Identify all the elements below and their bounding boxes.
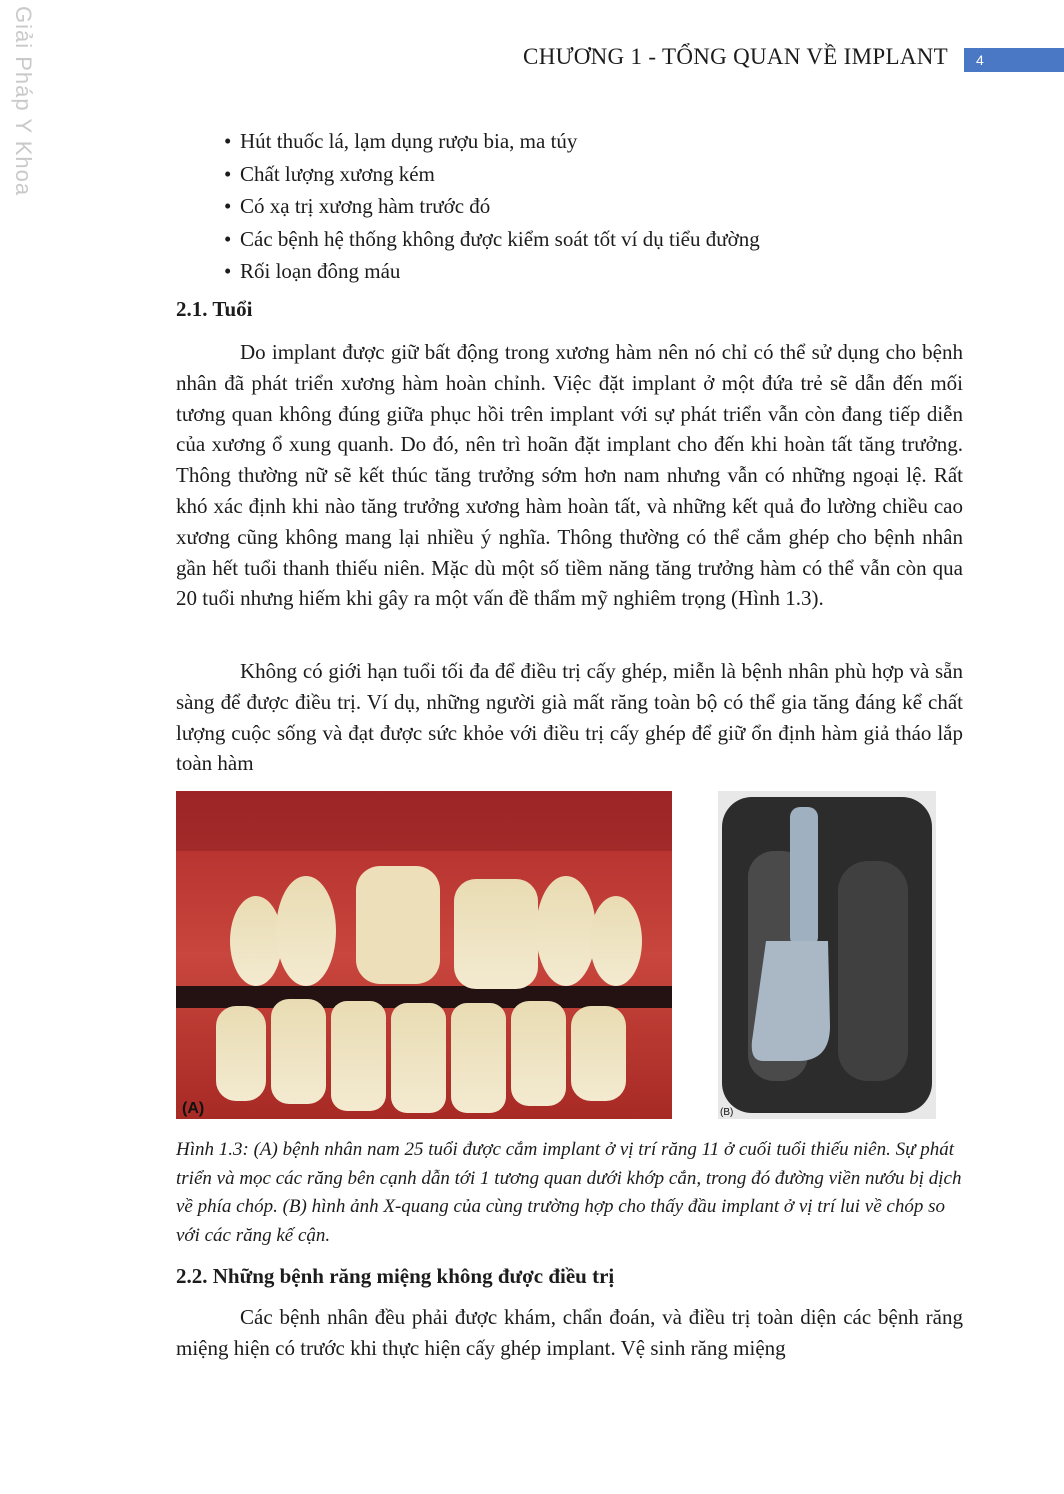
figure-label-b: (B) [720, 1107, 734, 1118]
page-header [470, 44, 1064, 76]
risk-factor-list [224, 125, 760, 288]
list-item: • Hút thuốc lá, lạm dụng rượu bia, ma túy [224, 129, 578, 153]
figure-caption: Hình 1.3: (A) bệnh nhân nam 25 tuổi được cắm implant ở vị trí răng 11 ở cuối tuổi thiếu niên. Sự phát triển và mọc các răng bên cạnh dẫn tới 1 tương quan dưới khớp cắn, trong đó đường viền nướu bị dịch về phía chóp. (B) hình ảnh X-quang của cùng trường hợp cho thấy đầu implant ở vị trí lui về chóp so với các răng kế cận. [176, 1139, 962, 1246]
watermark: Giải Pháp Y Khoa [11, 6, 36, 197]
section-heading-oral-diseases: 2.2. Những bệnh răng miệng không được điều trị [176, 1264, 615, 1288]
chapter-title: CHƯƠNG 1 - TỔNG QUAN VỀ IMPLANT [523, 44, 948, 69]
xray-image [718, 791, 936, 1119]
paragraph: Không có giới hạn tuổi tối đa để điều trị cấy ghép, miễn là bệnh nhân phù hợp và sẵn sàng để được điều trị. Ví dụ, những người già mất răng toàn bộ có thể gia tăng đáng kể chất lượng cuộc sống và đạt được sức khỏe với điều trị cấy ghép để giữ ổn định hàm giả tháo lắp toàn hàm [176, 659, 963, 776]
list-item: • Các bệnh hệ thống không được kiểm soát tốt ví dụ tiểu đường [224, 226, 760, 251]
paragraph: Các bệnh nhân đều phải được khám, chẩn đoán, và điều trị toàn diện các bệnh răng miệng hiện có trước khi thực hiện cấy ghép implant. Vệ sinh răng miệng [176, 1305, 963, 1360]
list-item: • Chất lượng xương kém [224, 161, 435, 186]
page-number: 4 [964, 48, 1064, 72]
figure-label-a: (A) [182, 1100, 205, 1117]
section-heading-age: 2.1. Tuổi [176, 297, 253, 321]
clinical-photo [176, 791, 672, 1119]
list-item: • Có xạ trị xương hàm trước đó [224, 194, 491, 218]
paragraph: Do implant được giữ bất động trong xương hàm nên nó chỉ có thể sử dụng cho bệnh nhân đã phát triển xương hàm hoàn chỉnh. Việc đặt implant ở một đứa trẻ sẽ dẫn đến mối tương quan không đúng giữa phục hồi trên implant với sự phát triển vẫn còn đang tiếp diễn của xương ổ xung quanh. Do đó, nên trì hoãn đặt implant cho đến khi hoàn tất tăng trưởng. Thông thường nữ sẽ kết thúc tăng trưởng sớm hơn nam nhưng vẫn có những ngoại lệ. Rất khó xác định khi nào tăng trưởng xương hàm hoàn tất, và những kết quả đo lường chiều cao xương cũng không mang lại nhiều ý nghĩa. Thông thường có thể cắm ghép cho bệnh nhân gần hết tuổi thanh thiếu niên. Mặc dù một số tiềm năng tăng trưởng hàm có thể vẫn còn qua 20 tuổi nhưng hiếm khi gây ra một vấn đề thẩm mỹ nghiêm trọng (Hình 1.3). [176, 340, 963, 611]
list-item: • Rối loạn đông máu [224, 259, 401, 283]
